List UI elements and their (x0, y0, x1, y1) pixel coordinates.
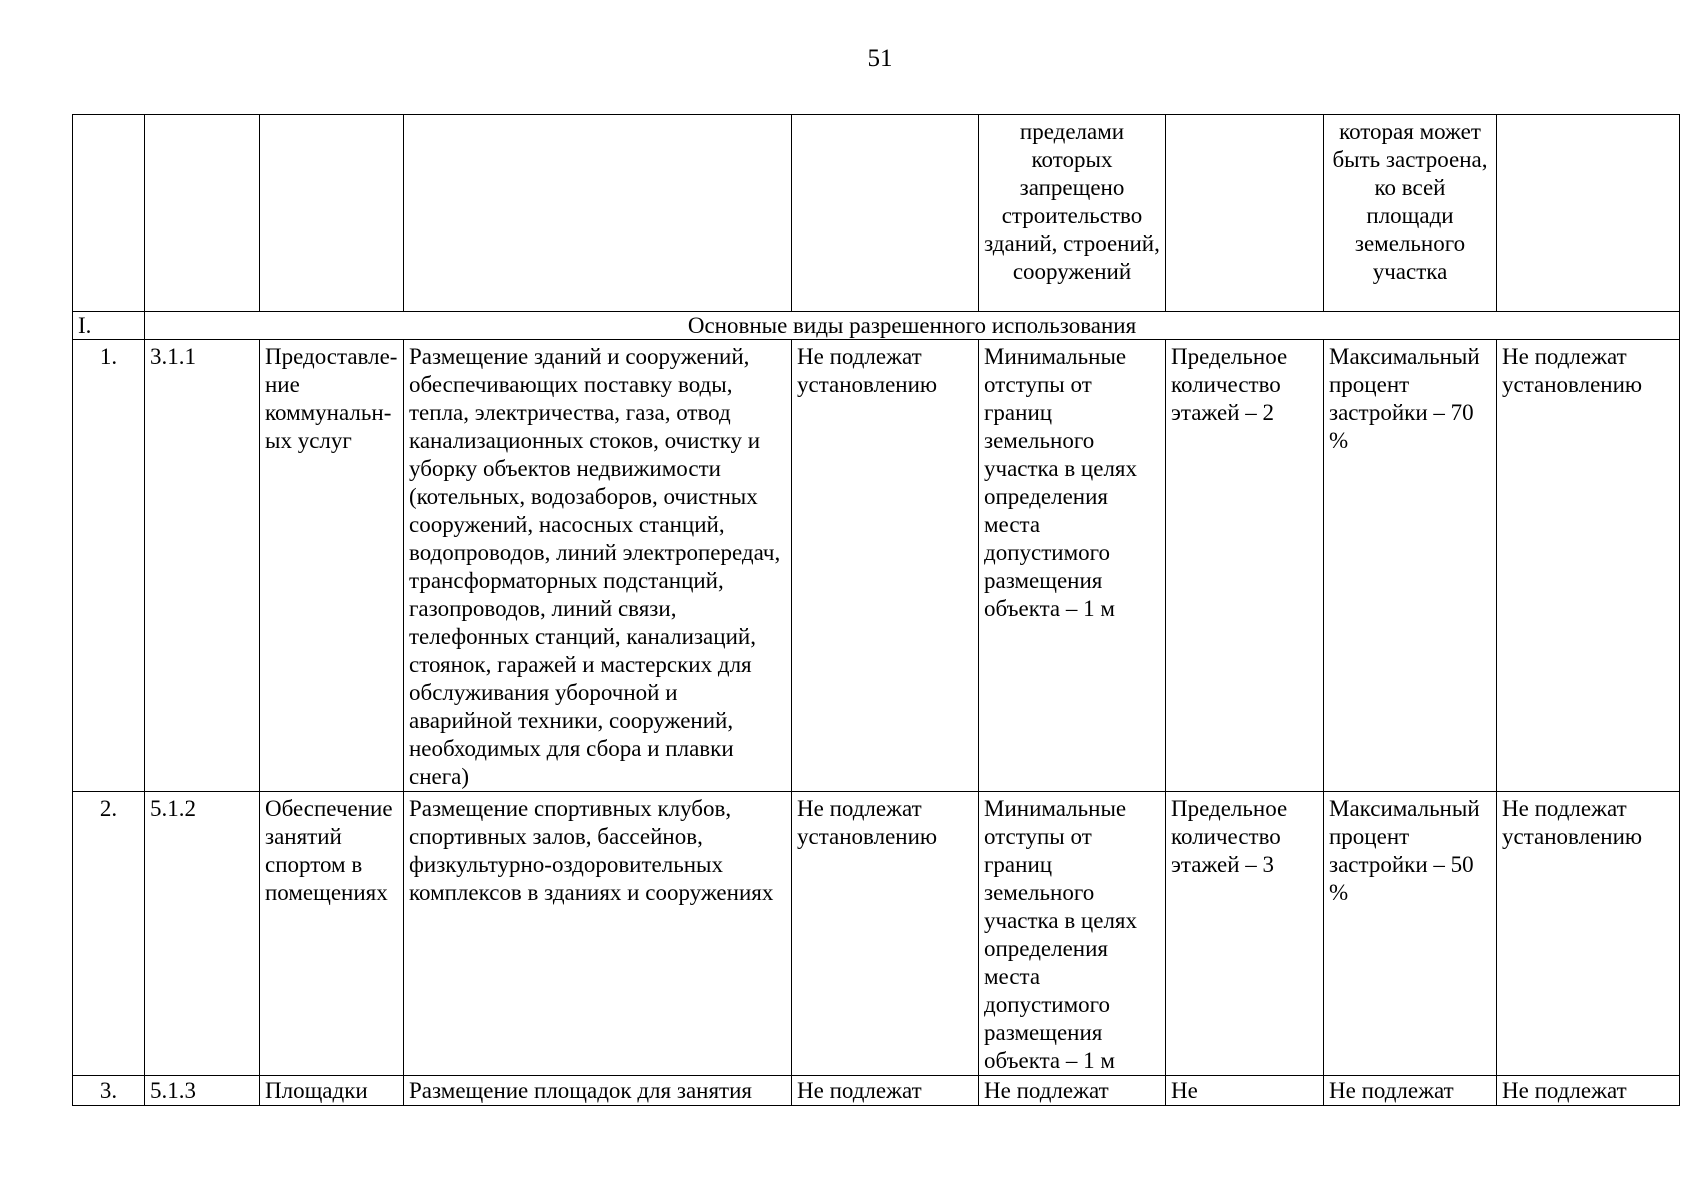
table-cell-empty (404, 115, 792, 312)
row-setbacks: Минимальные отступы от границ земельного участка в целях определения места допустимого размещения объекта – 1 м (979, 792, 1166, 1076)
row-coverage: Максимальный процент застройки – 70 % (1324, 340, 1497, 792)
row-floors: Предельное количество этажей – 3 (1166, 792, 1324, 1076)
table-cell-empty (145, 115, 260, 312)
zoning-regulations-table (72, 114, 1680, 1106)
row-other-limits: Не подлежат установлению (1497, 340, 1680, 792)
table-row-continuation (73, 115, 1680, 312)
row-description: Размещение площадок для занятия (404, 1076, 792, 1106)
row-code: 3.1.1 (145, 340, 260, 792)
row-setbacks: Минимальные отступы от границ земельного участка в целях определения места допустимого размещения объекта – 1 м (979, 340, 1166, 792)
row-coverage: Максимальный процент застройки – 50 % (1324, 792, 1497, 1076)
row-description: Размещение спортивных клубов, спортивных залов, бассейнов, физкультурно-оздоровительных комплексов в зданиях и сооружениях (404, 792, 792, 1076)
table-cell-header-setbacks: пределами которых запрещено строительство зданий, строений, сооружений (979, 115, 1166, 312)
row-use-name: Предоставление коммунальных услуг (260, 340, 404, 792)
section-number: I. (73, 312, 145, 340)
row-floors: Не (1166, 1076, 1324, 1106)
row-description: Размещение зданий и сооружений, обеспечивающих поставку воды, тепла, электричества, газа, отвод канализационных стоков, очистку и уборку объектов недвижимости (котельных, водозаборов, очистных сооружений, насосных станций, водопроводов, линий электропередач, трансформаторных подстанций, газопроводов, линий связи, телефонных станций, канализаций, стоянок, гаражей и мастерских для обслуживания уборочной и аварийной техники, сооружений, необходимых для сбора и плавки снега) (404, 340, 792, 792)
table-cell-empty (792, 115, 979, 312)
row-area-limits: Не подлежат (792, 1076, 979, 1106)
table-cell-empty (1166, 115, 1324, 312)
section-title: Основные виды разрешенного использования (145, 312, 1680, 340)
row-use-name: Обеспечениe занятий спортом в помещениях (260, 792, 404, 1076)
table-cell-header-coverage: которая может быть застроена, ко всей площади земельного участка (1324, 115, 1497, 312)
row-other-limits: Не подлежат установлению (1497, 792, 1680, 1076)
row-area-limits: Не подлежат установлению (792, 792, 979, 1076)
table-cell-empty (73, 115, 145, 312)
row-use-name: Площадки (260, 1076, 404, 1106)
row-other-limits: Не подлежат (1497, 1076, 1680, 1106)
row-code: 5.1.3 (145, 1076, 260, 1106)
page-number: 51 (867, 45, 893, 72)
table-row (73, 792, 1680, 1076)
row-code: 5.1.2 (145, 792, 260, 1076)
table-cell-empty (1497, 115, 1680, 312)
row-number: 2. (73, 792, 145, 1076)
table-row (73, 1076, 1680, 1106)
table-row-section (73, 312, 1680, 340)
row-number: 3. (73, 1076, 145, 1106)
row-number: 1. (73, 340, 145, 792)
row-setbacks: Не подлежат (979, 1076, 1166, 1106)
table-row (73, 340, 1680, 792)
row-coverage: Не подлежат (1324, 1076, 1497, 1106)
row-floors: Предельное количество этажей – 2 (1166, 340, 1324, 792)
table-cell-empty (260, 115, 404, 312)
row-area-limits: Не подлежат установлению (792, 340, 979, 792)
